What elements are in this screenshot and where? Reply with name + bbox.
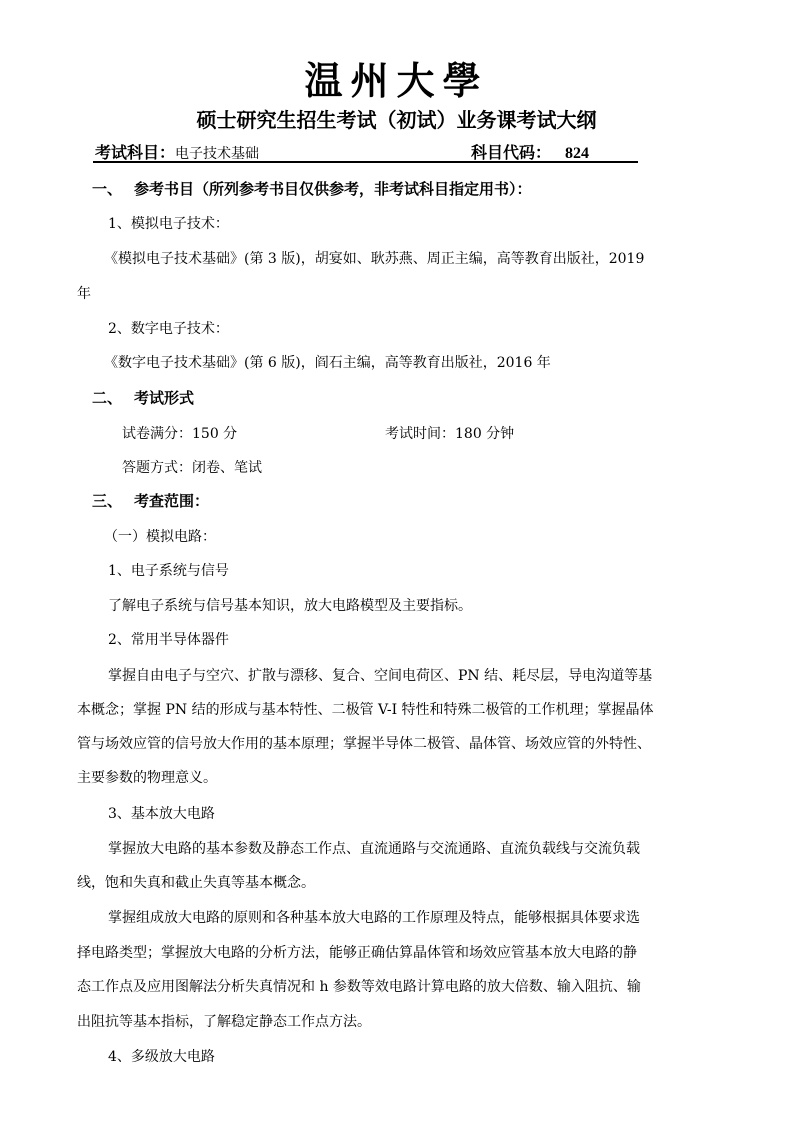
ref-item-digital-book: 《数字电子技术基础》(第 6 版)，阎石主编，高等教育出版社，2016 年 [104,355,551,371]
subject-value: 电子技术基础 [175,146,260,162]
topic-body-line: 掌握自由电子与空穴、扩散与漂移、复合、空间电荷区、PN 结、耗尽层，导电沟道等基 [108,668,653,684]
code-value: 824 [565,145,590,162]
ref-item-digital-label: 2、数字电子技术： [108,321,229,337]
topic-body-line: 线，饱和失真和截止失真等基本概念。 [77,875,315,891]
section-title: 参考书目（所列参考书目仅供参考，非考试科目指定用书）： [134,180,532,198]
topic-body-line: 本概念；掌握 PN 结的形成与基本特性、二极管 V-I 特性和特殊二极管的工作机理；掌握晶体 [77,702,654,718]
topic-body-line: 择电路类型；掌握放大电路的分析方法，能够正确估算晶体管和场效应管基本放大电路的静 [77,945,637,961]
topic-heading: 1、电子系统与信号 [108,563,229,579]
code-field [471,140,589,163]
topic-body-line: 出阻抗等基本指标，了解稳定静态工作点方法。 [77,1014,371,1030]
exam-method: 答题方式：闭卷、笔试 [122,460,262,476]
topic-body-line: 掌握放大电路的基本参数及静态工作点、直流通路与交流通路、直流负载线与交流负载 [108,841,640,857]
topic-body-line: 掌握组成放大电路的原则和各种基本放大电路的工作原理及特点，能够根据具体要求选 [108,910,640,926]
exam-score: 试卷满分：150 分 [122,426,238,442]
subject-field [95,140,259,163]
document-title: 硕士研究生招生考试（初试）业务课考试大纲 [196,108,597,132]
code-label: 科目代码： [471,143,552,162]
section-title: 考试形式 [134,389,195,407]
section-title: 考查范围： [134,492,210,510]
topic-body-line: 管与场效应管的信号放大作用的基本原理；掌握半导体二极管、晶体管、场效应管的外特性、 [77,736,651,752]
topic-heading: 2、常用半导体器件 [108,632,229,648]
topic-heading: 4、多级放大电路 [108,1049,215,1065]
subject-row [93,140,638,163]
section-heading-references [92,178,532,199]
subject-label: 考试科目： [95,143,176,162]
topic-body-line: 态工作点及应用图解法分析失真情况和 h 参数等效电路计算电路的放大倍数、输入阻抗、输 [77,979,641,995]
section-number: 一、 [92,180,123,198]
section-heading-scope [92,490,209,511]
topic-heading: 3、基本放大电路 [108,806,215,822]
section-number: 二、 [92,389,123,407]
part-analog-circuits: （一）模拟电路： [104,529,216,545]
section-heading-exam-format [92,387,194,408]
ref-item-analog-label: 1、模拟电子技术： [108,216,229,232]
topic-body-line: 主要参数的物理意义。 [77,770,217,786]
topic-body-line: 了解电子系统与信号基本知识，放大电路模型及主要指标。 [108,598,472,614]
ref-item-analog-book: 《模拟电子技术基础》(第 3 版)，胡宴如、耿苏燕、周正主编，高等教育出版社，2019 [104,251,645,267]
exam-time: 考试时间：180 分钟 [385,426,515,442]
university-name: 温州大學 [304,58,489,103]
ref-item-analog-book-cont: 年 [77,286,91,302]
section-number: 三、 [92,492,123,510]
